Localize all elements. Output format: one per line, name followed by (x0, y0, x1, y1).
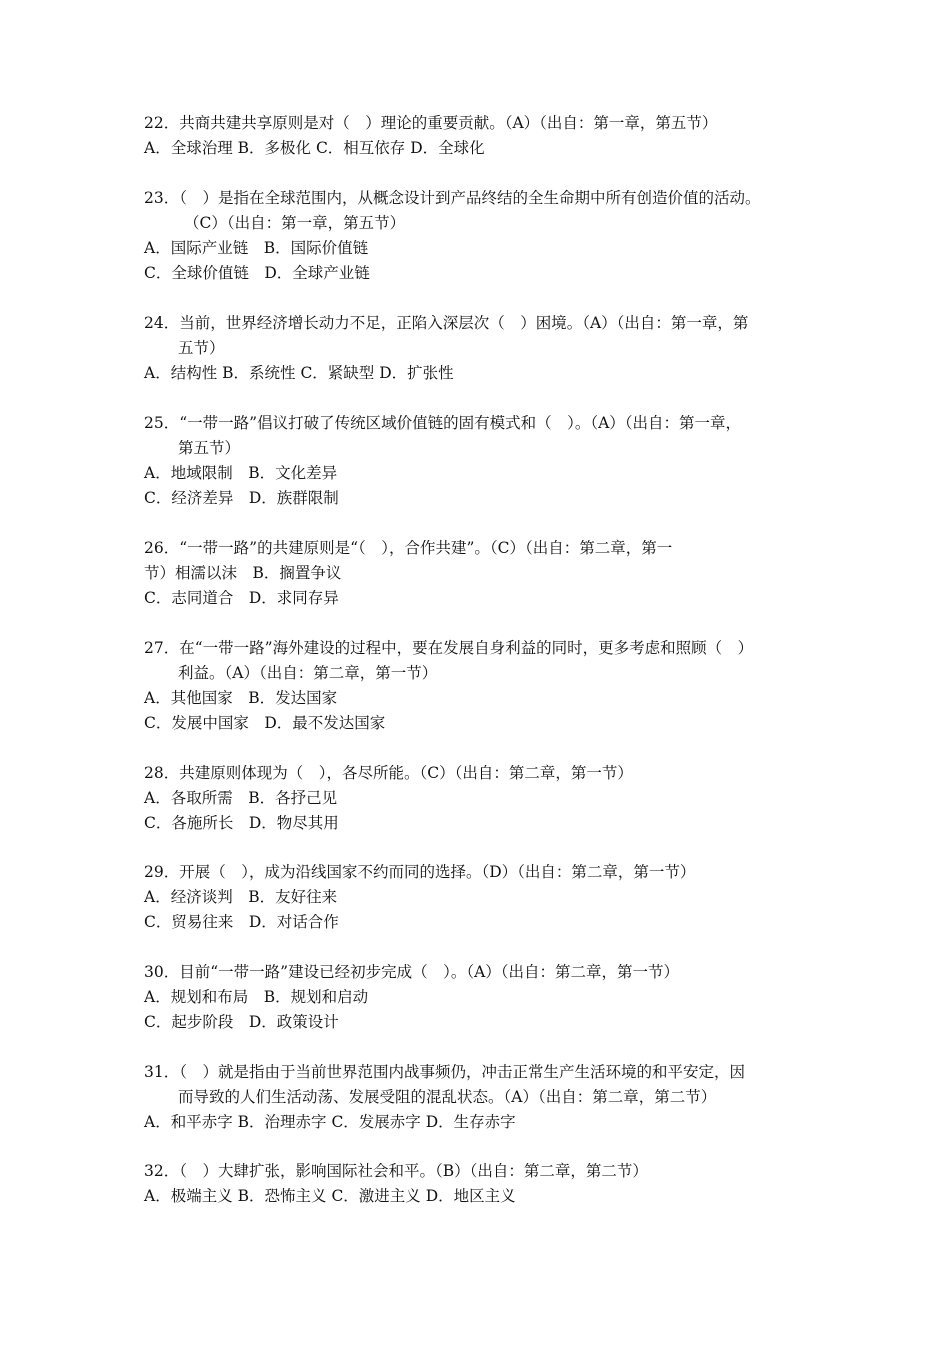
question-31 (144, 1060, 884, 1135)
question-32 (144, 1159, 884, 1209)
question-options: A．结构性 B．系统性 C．紧缺型 D．扩张性 (144, 364, 454, 382)
question-text: 29．开展（ ），成为沿线国家不约而同的选择。（D）（出自：第二章，第一节） (144, 863, 696, 881)
question-options: A．规划和布局 B．规划和启动 (144, 988, 369, 1006)
question-options: A．国际产业链 B．国际价值链 (144, 239, 369, 257)
question-text-continued: （C）（出自：第一章，第五节） (184, 214, 406, 232)
question-options: A．和平赤字 B．治理赤字 C．发展赤字 D．生存赤字 (144, 1113, 516, 1131)
question-text: 22．共商共建共享原则是对（ ）理论的重要贡献。（A）（出自：第一章，第五节） (144, 114, 718, 132)
question-text: 28．共建原则体现为（ ），各尽所能。（C）（出自：第二章，第一节） (144, 764, 633, 782)
question-text-continued: 五节） (178, 339, 225, 357)
question-options: C．全球价值链 D．全球产业链 (144, 264, 370, 282)
question-29 (144, 860, 884, 935)
question-26 (144, 536, 884, 611)
question-text: 31．（ ）就是指由于当前世界范围内战事频仍，冲击正常生产生活环境的和平安定，因 (144, 1063, 745, 1081)
question-text: 32．（ ）大肆扩张，影响国际社会和平。（B）（出自：第二章，第二节） (144, 1162, 648, 1180)
question-text-continued: 而导致的人们生活动荡、发展受阻的混乱状态。（A）（出自：第二章，第二节） (178, 1088, 717, 1106)
question-27 (144, 636, 884, 736)
question-options: A．其他国家 B．发达国家 (144, 689, 338, 707)
question-options: C．志同道合 D．求同存异 (144, 589, 339, 607)
question-25 (144, 411, 884, 511)
question-options: C．各施所长 D．物尽其用 (144, 814, 339, 832)
question-options: C．经济差异 D．族群限制 (144, 489, 339, 507)
question-text: 26．“一带一路”的共建原则是“（ ），合作共建”。（C）（出自：第二章，第一 (144, 539, 673, 557)
question-28 (144, 761, 884, 836)
question-text: 27．在“一带一路”海外建设的过程中，要在发展自身利益的同时，更多考虑和照顾（ ） (144, 639, 754, 657)
question-text: 25．“一带一路”倡议打破了传统区域价值链的固有模式和（ ）。（A）（出自：第一章， (144, 414, 742, 432)
question-options: A．地域限制 B．文化差异 (144, 464, 338, 482)
question-options: C．起步阶段 D．政策设计 (144, 1013, 339, 1031)
question-options: A．全球治理 B．多极化 C．相互依存 D．全球化 (144, 139, 485, 157)
question-options: C．发展中国家 D．最不发达国家 (144, 714, 386, 732)
question-options: A．各取所需 B．各抒己见 (144, 789, 338, 807)
question-text-continued: 利益。（A）（出自：第二章，第一节） (178, 664, 438, 682)
question-text: 23．（ ）是指在全球范围内，从概念设计到产品终结的全生命期中所有创造价值的活动。 (144, 189, 761, 207)
question-22 (144, 111, 884, 161)
question-23 (144, 186, 884, 286)
question-text: 30．目前“一带一路”建设已经初步完成（ ）。（A）（出自：第二章，第一节） (144, 963, 680, 981)
question-options: C．贸易往来 D．对话合作 (144, 913, 339, 931)
question-24 (144, 311, 884, 386)
question-options: A．极端主义 B．恐怖主义 C．激进主义 D．地区主义 (144, 1187, 516, 1205)
question-options: 节）相濡以沫 B．搁置争议 (144, 564, 342, 582)
question-30 (144, 960, 884, 1035)
question-text-continued: 第五节） (178, 439, 241, 457)
question-options: A．经济谈判 B．友好往来 (144, 888, 338, 906)
question-text: 24．当前，世界经济增长动力不足，正陷入深层次（ ）困境。（A）（出自：第一章，第 (144, 314, 749, 332)
